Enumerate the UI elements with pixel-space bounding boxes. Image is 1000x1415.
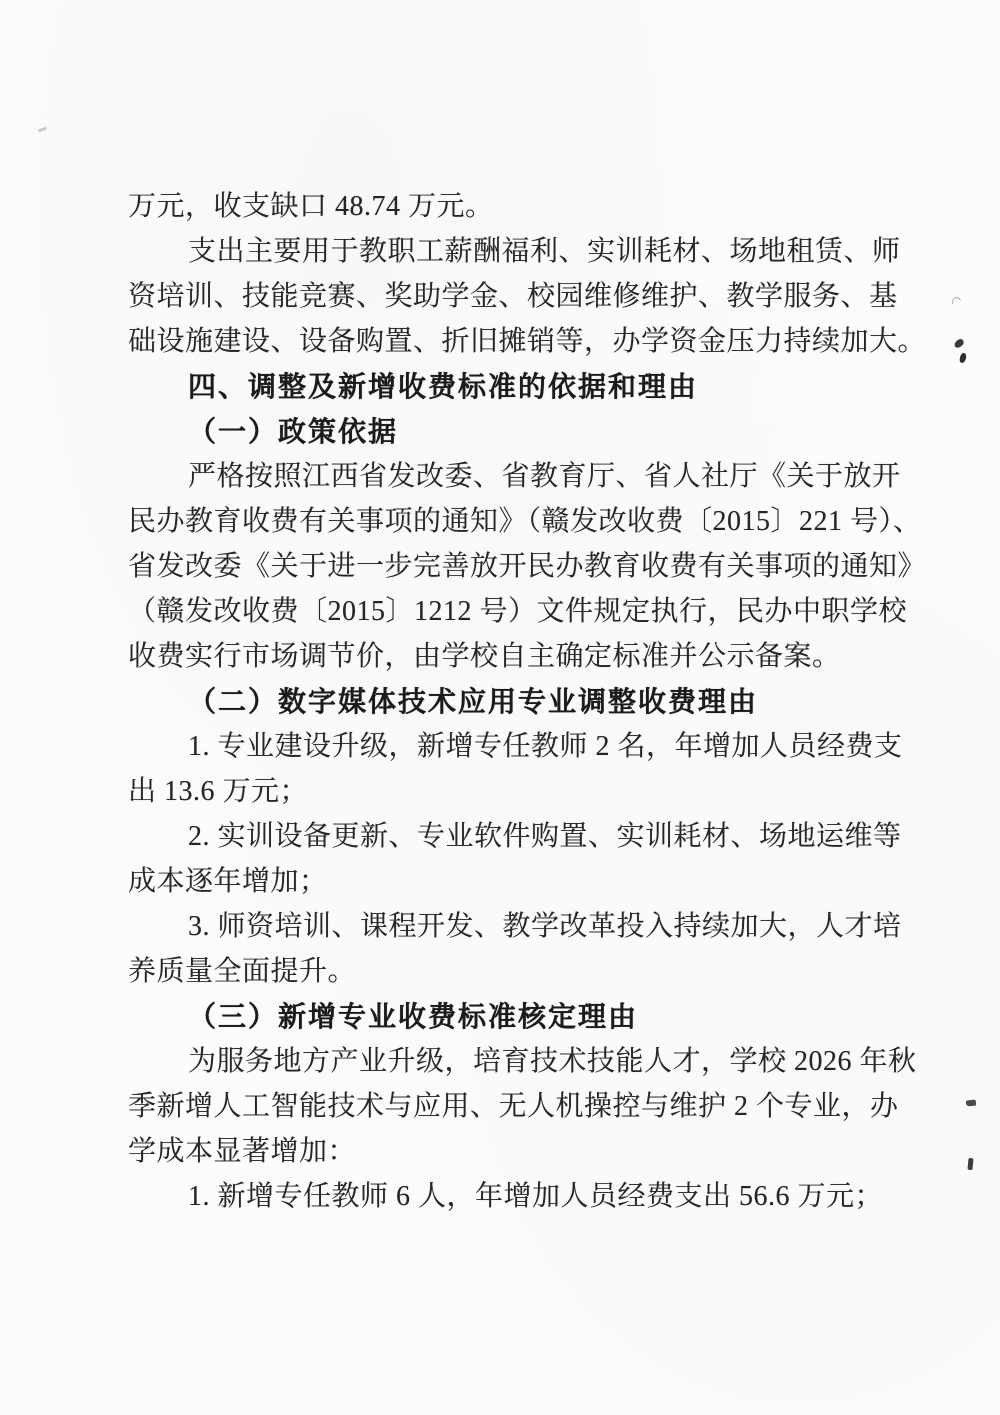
list-item-2-1-line: 1. 专业建设升级，新增专任教师 2 名，年增加人员经费支 — [188, 731, 903, 762]
list-item-2-3-line: 养质量全面提升。 — [128, 956, 357, 987]
paragraph-expenditure-line: 资培训、技能竞赛、奖助学金、校园维修维护、教学服务、基 — [128, 281, 898, 312]
scan-speck — [953, 338, 965, 349]
paragraph-new-majors-line: 季新增人工智能技术与应用、无人机操控与维护 2 个专业，办 — [128, 1091, 899, 1122]
paragraph-new-majors-line: 学成本显著增加： — [128, 1136, 357, 1167]
list-item-2-3-line: 3. 师资培训、课程开发、教学改革投入持续加大，人才培 — [188, 911, 902, 942]
paragraph-policy-line: 民办教育收费有关事项的通知》（赣发改收费〔2015〕221 号）、 — [128, 506, 922, 537]
paragraph-policy-line: （赣发改收费〔2015〕1212 号）文件规定执行，民办中职学校 — [128, 596, 908, 627]
paragraph-policy-line: 省发改委《关于进一步完善放开民办教育收费有关事项的通知》 — [128, 551, 927, 582]
scan-speck — [967, 1158, 973, 1170]
paragraph-expenditure-line: 支出主要用于教职工薪酬福利、实训耗材、场地租赁、师 — [188, 236, 901, 267]
list-item-2-1-line: 出 13.6 万元； — [128, 776, 309, 807]
subsection-2-heading: （二）数字媒体技术应用专业调整收费理由 — [188, 686, 759, 717]
scan-speck — [959, 352, 967, 363]
paragraph-expenditure-line: 础设施建设、设备购置、折旧摊销等，办学资金压力持续加大。 — [128, 326, 927, 357]
section-4-heading: 四、调整及新增收费标准的依据和理由 — [188, 371, 699, 402]
list-item-2-2-line: 成本逐年增加； — [128, 866, 328, 897]
paragraph-policy-line: 严格按照江西省发改委、省教育厅、省人社厅《关于放开 — [188, 461, 901, 492]
paragraph-new-majors-line: 为服务地方产业升级，培育技术技能人才，学校 2026 年秋 — [188, 1046, 917, 1077]
document-body — [128, 184, 927, 1219]
scan-speck — [38, 127, 47, 133]
paragraph-carryover-line: 万元，收支缺口 48.74 万元。 — [128, 191, 494, 222]
paragraph-policy-line: 收费实行市场调节价，由学校自主确定标准并公示备案。 — [128, 641, 841, 672]
scan-speck — [966, 1099, 977, 1106]
list-item-3-1-line: 1. 新增专任教师 6 人，年增加人员经费支出 56.6 万元； — [188, 1181, 884, 1212]
list-item-2-2-line: 2. 实训设备更新、专业软件购置、实训耗材、场地运维等 — [188, 821, 902, 852]
subsection-1-heading: （一）政策依据 — [188, 416, 399, 447]
subsection-3-heading: （三）新增专业收费标准核定理由 — [188, 1001, 639, 1032]
scan-speck — [950, 296, 962, 309]
